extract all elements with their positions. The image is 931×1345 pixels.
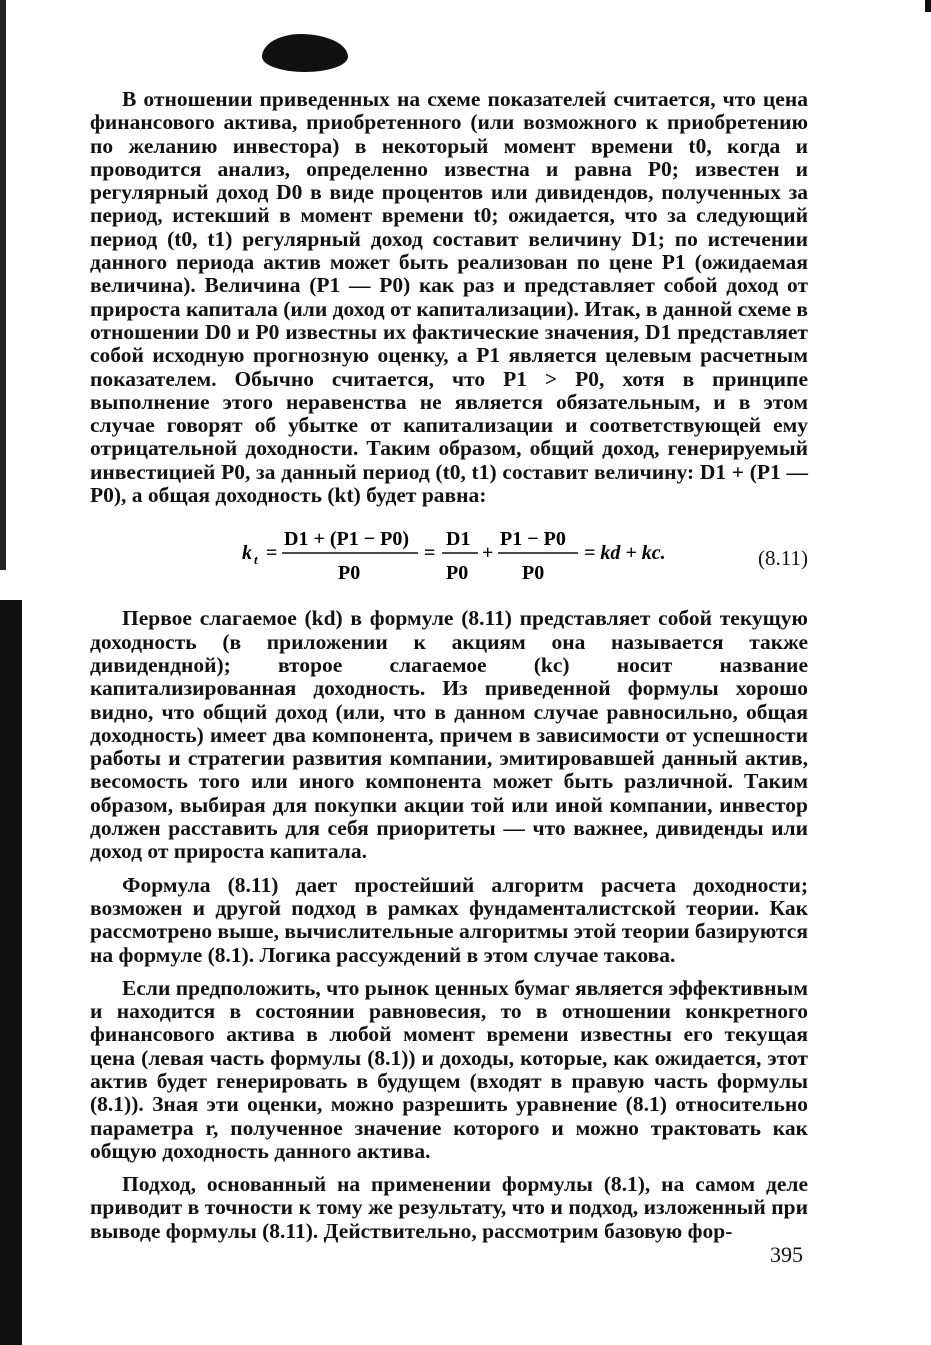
body-text — [90, 88, 808, 1253]
scan-edge-shadow-top — [0, 0, 6, 570]
formula-plus: + — [482, 542, 494, 565]
paragraph-3: Формула (8.11) дает простейший алгоритм расчета доходности; возможен и другой подход в рамках фундаменталистской теории. Как рассмотрено выше, вычислительные алгоритмы этой теории базируются на формуле (8.1). Логика рассуждений в этом случае такова. — [90, 872, 808, 967]
paragraph-5: Подход, основанный на применении формулы (8.1), на самом деле приводит в точности к тому же результату, что и подход, изложенный при выводе формулы (8.11). Действительно, рассмотрим базовую фор- — [90, 1172, 808, 1243]
formula-eq-2: = — [424, 542, 436, 565]
formula-8-11 — [90, 521, 808, 593]
ink-blot — [262, 34, 348, 72]
equation-number: (8.11) — [758, 546, 808, 571]
formula-num-1: D1 + (P1 − P0) — [284, 528, 409, 551]
scan-edge-mark — [925, 0, 931, 12]
formula-svg — [240, 521, 760, 593]
page-number: 395 — [770, 1242, 803, 1267]
formula-num-3: P1 − P0 — [500, 528, 566, 551]
formula-den-3: P0 — [522, 562, 545, 585]
formula-eq-1: = — [266, 542, 278, 565]
formula-num-2: D1 — [446, 528, 471, 551]
paragraph-4: Если предположить, что рынок ценных бумаг является эффективным и находится в состоянии равновесия, то в отношении конкретного финансового актива в любой момент времени известны его текущая цена (левая часть формулы (8.1)) и доходы, которые, как ожидается, этот актив будет генерировать в будущем (входят в правую часть формулы (8.1)). Зная эти оценки, можно разрешить уравнение (8.1) относительно параметра r, полученное значение которого и можно трактовать как общую доходность данного актива. — [90, 975, 808, 1163]
formula-den-2: P0 — [446, 562, 469, 585]
scan-edge-shadow — [0, 600, 22, 1345]
formula-lhs: k — [242, 542, 252, 565]
formula-den-1: P0 — [338, 562, 361, 585]
formula-lhs-sub: t — [254, 552, 258, 568]
paragraph-1: В отношении приведенных на схеме показателей считается, что цена финансового актива, приобретенного (или возможного к приобретению по желанию инвестора) в некоторый момент времени t0, когда и проводится анализ, определенно известна и равна P0; известен и регулярный доход D0 в виде процентов или дивидендов, полученных за период, истекший в момент времени t0; ожидается, что за следующий период (t0, t1) регулярный доход составит величину D1; по истечении данного периода актив может быть реализован по цене P1 (ожидаемая величина). Величина (P1 — P0) как раз и представляет собой доход от прироста капитала (или доход от капитализации). Итак, в данной схеме в отношении D0 и P0 известны их фактические значения, D1 представляет собой исходную прогнозную оценку, а P1 является целевым расчетным показателем. Обычно считается, что P1 > P0, хотя в принципе выполнение этого неравенства не является обязательным, и в этом случае говорят об убытке от капитализации и соответствующей ему отрицательной доходности. Таким образом, общий доход, генерируемый инвестицией P0, за данный период (t0, t1) составит величину: D1 + (P1 — P0), а общая доходность (kt) будет равна: — [90, 87, 808, 508]
formula-rhs: = kd + kc. — [584, 542, 666, 565]
paragraph-2: Первое слагаемое (kd) в формуле (8.11) представляет собой текущую доходность (в приложении к акциям она называется также дивидендной); второе слагаемое (kc) носит название капитализированная доходность. Из приведенной формулы хорошо видно, что общий доход (или, что в данном случае равносильно, общая доходность) имеет два компонента, причем в зависимости от успешности работы и стратегии развития компании, эмитировавшей данный актив, весомость того или иного компонента может быть различной. Таким образом, выбирая для покупки акции той или иной компании, инвестор должен расставить для себя приоритеты — что важнее, дивиденды или доход от прироста капитала. — [90, 606, 808, 864]
